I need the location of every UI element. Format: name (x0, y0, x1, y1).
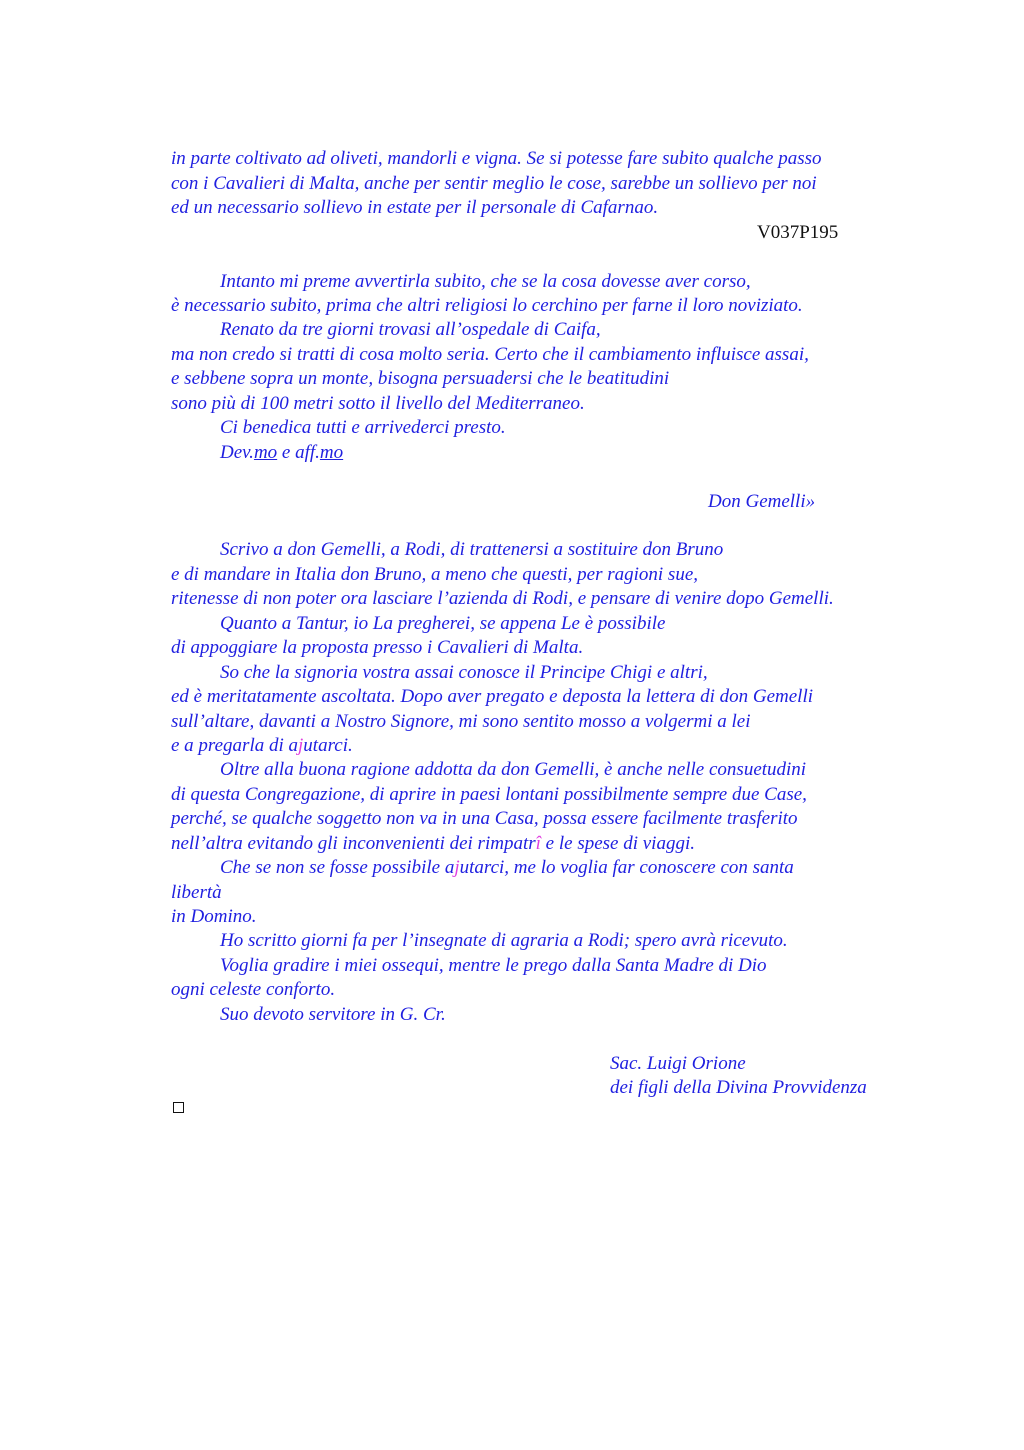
closing-dev: Dev. (220, 442, 254, 463)
text-line: di questa Congregazione, di aprire in paesi lontani possibilmente sempre due Case, (171, 784, 807, 805)
signature-gemelli: Don Gemelli» (708, 491, 816, 512)
text-span: utarci, me lo voglia far conoscere con santa (459, 857, 794, 878)
text-line: ogni celeste conforto. (171, 979, 336, 1000)
text-line: sull’altare, davanti a Nostro Signore, mi sono sentito mosso a volgermi a lei (171, 711, 751, 732)
text-line: e sebbene sopra un monte, bisogna persuadersi che le beatitudini (171, 368, 670, 389)
end-square-icon (173, 1102, 184, 1113)
text-span: utarci. (303, 735, 353, 756)
text-line: Suo devoto servitore in G. Cr. (220, 1004, 446, 1025)
text-line: ritenesse di non poter ora lasciare l’azienda di Rodi, e pensare di venire dopo Gemelli. (171, 588, 834, 609)
text-span: e a pregarla di a (171, 735, 299, 756)
text-line: Voglia gradire i miei ossequi, mentre le prego dalla Santa Madre di Dio (220, 955, 767, 976)
text-line: Scrivo a don Gemelli, a Rodi, di trattenersi a sostituire don Bruno (220, 539, 724, 560)
text-line (171, 832, 695, 856)
highlighted-letter: j (454, 857, 460, 878)
signature-name: Sac. Luigi Orione (610, 1053, 746, 1074)
text-line (171, 734, 353, 758)
closing-superscript: mo (253, 442, 278, 463)
text-line: ed è meritatamente ascoltata. Dopo aver pregato e deposta la lettera di don Gemelli (171, 686, 814, 707)
text-line: di appoggiare la proposta presso i Cavalieri di Malta. (171, 637, 584, 658)
text-line: Oltre alla buona ragione addotta da don Gemelli, è anche nelle consuetudini (220, 759, 807, 780)
text-line: sono più di 100 metri sotto il livello del Mediterraneo. (171, 393, 585, 414)
text-line: in Domino. (171, 906, 257, 927)
closing-aff: e aff. (277, 442, 320, 463)
closing-superscript: mo (319, 442, 344, 463)
text-line: ed un necessario sollievo in estate per il personale di Cafarnao. (171, 197, 659, 218)
signature-title: dei figli della Divina Provvidenza (610, 1077, 867, 1098)
text-span: nell’altra evitando gli inconvenienti dei rimpatr (171, 833, 536, 854)
page-reference-code: V037P195 (757, 222, 839, 243)
highlighted-letter: î (535, 833, 541, 854)
text-span: e le spese di viaggi. (540, 833, 695, 854)
text-line: in parte coltivato ad oliveti, mandorli e vigna. Se si potesse fare subito qualche passo (171, 148, 822, 169)
text-line: Renato da tre giorni trovasi all’ospedale di Caifa, (220, 319, 601, 340)
text-line: libertà (171, 882, 222, 903)
text-line: è necessario subito, prima che altri religiosi lo cerchino per farne il loro noviziato. (171, 295, 803, 316)
text-line: perché, se qualche soggetto non va in una Casa, possa essere facilmente trasferito (171, 808, 798, 829)
text-line: Ci benedica tutti e arrivederci presto. (220, 417, 506, 438)
closing-line (220, 441, 343, 465)
text-line (220, 856, 794, 880)
text-line: Intanto mi preme avvertirla subito, che se la cosa dovesse aver corso, (220, 271, 751, 292)
text-line: ma non credo si tratti di cosa molto seria. Certo che il cambiamento influisce assai, (171, 344, 809, 365)
text-span: Che se non se fosse possibile a (220, 857, 455, 878)
text-line: e di mandare in Italia don Bruno, a meno che questi, per ragioni sue, (171, 564, 699, 585)
text-line: So che la signoria vostra assai conosce il Principe Chigi e altri, (220, 662, 708, 683)
text-line: con i Cavalieri di Malta, anche per sentir meglio le cose, sarebbe un sollievo per noi (171, 173, 817, 194)
text-line: Quanto a Tantur, io La pregherei, se appena Le è possibile (220, 613, 666, 634)
text-line: Ho scritto giorni fa per l’insegnate di agraria a Rodi; spero avrà ricevuto. (220, 930, 788, 951)
highlighted-letter: j (298, 735, 304, 756)
